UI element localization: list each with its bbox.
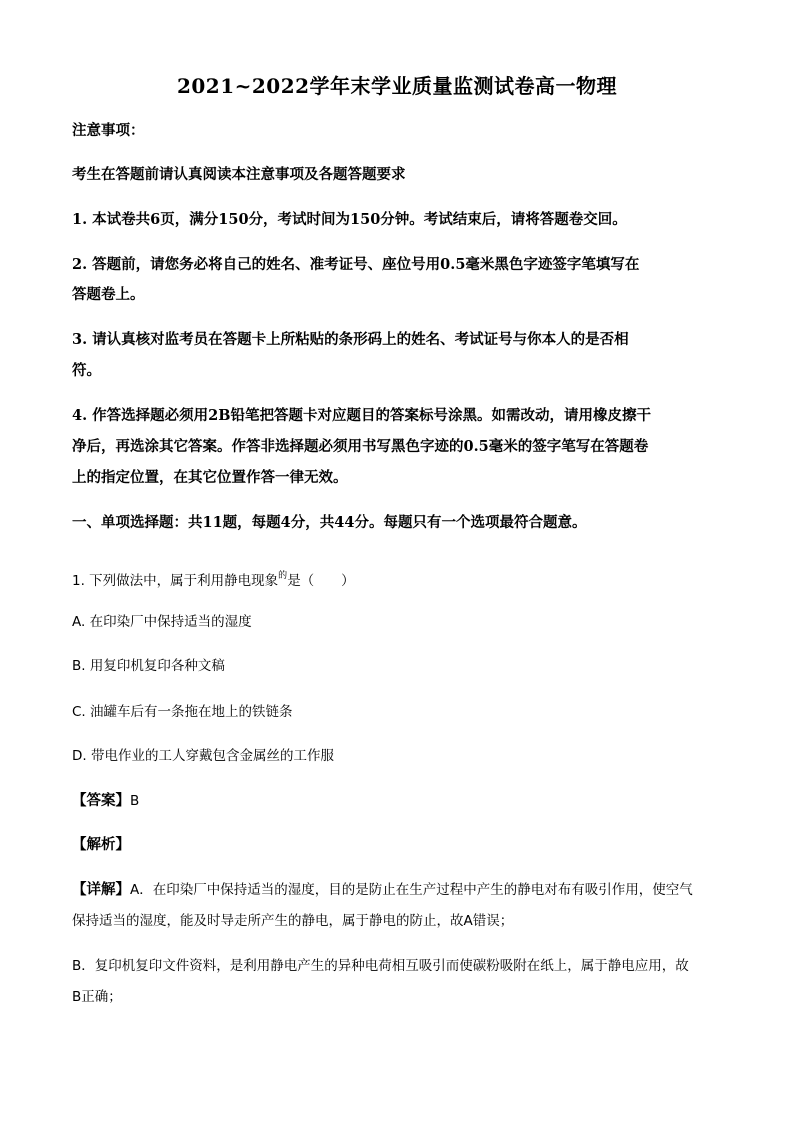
- answer-line: [72, 786, 722, 816]
- notice-item-4: 4. 作答选择题必须用2B铅笔把答题卡对应题目的答案标号涂黑。如需改动，请用橡皮擦干: [72, 407, 652, 424]
- question-stem-after: 是（ ）: [287, 573, 355, 589]
- notice-intro: 考生在答题前请认真阅读本注意事项及各题答题要求: [72, 166, 406, 183]
- question-stem-sup: 的: [278, 571, 288, 581]
- analysis-label: 【解析】: [72, 836, 130, 853]
- option-d: D. 带电作业的工人穿戴包含金属丝的工作服: [72, 748, 334, 764]
- detail-line-2: 保持适当的湿度，能及时导走所产生的静电，属于静电的防止，故A错误；: [72, 913, 514, 929]
- notice-item-2-cont: 答题卷上。: [72, 286, 145, 303]
- notice-item-3-cont: 符。: [72, 362, 101, 379]
- notice-item-1: 1. 本试卷共6页，满分150分，考试时间为150分钟。考试结束后，请将答题卷交回。: [72, 211, 627, 228]
- detail-text-1: A．在印染厂中保持适当的湿度，目的是防止在生产过程中产生的静电对布有吸引作用，使空气: [130, 882, 693, 898]
- question-stem-before: 1. 下列做法中，属于利用静电现象: [72, 573, 279, 589]
- detail-line-3: B．复印机复印文件资料，是利用静电产生的异种电荷相互吸引而使碳粉吸附在纸上，属于静电应用，故: [72, 958, 689, 974]
- section-heading: 一、单项选择题：共11题，每题4分，共44分。每题只有一个选项最符合题意。: [72, 514, 587, 531]
- page-title: 2021~2022学年末学业质量监测试卷高一物理: [176, 74, 618, 98]
- notice-item-3: 3. 请认真核对监考员在答题卡上所粘贴的条形码上的姓名、考试证号与你本人的是否相: [72, 331, 629, 348]
- question-stem: [72, 561, 722, 596]
- detail-label: 【详解】: [72, 881, 130, 898]
- notice-item-4-cont-1: 净后，再选涂其它答案。作答非选择题必须用书写黑色字迹的0.5毫米的签字笔写在答题卷: [72, 438, 649, 455]
- notice-heading: 注意事项：: [72, 122, 145, 139]
- option-b: B. 用复印机复印各种文稿: [72, 658, 225, 674]
- detail-line-4: B正确；: [72, 989, 122, 1005]
- answer-label: 【答案】: [72, 792, 130, 809]
- answer-value: B: [130, 793, 140, 809]
- notice-item-4-cont-2: 上的指定位置，在其它位置作答一律无效。: [72, 469, 348, 486]
- option-a: A. 在印染厂中保持适当的湿度: [72, 614, 252, 630]
- notice-item-2: 2. 答题前，请您务必将自己的姓名、准考证号、座位号用0.5毫米黑色字迹签字笔填写在: [72, 256, 640, 273]
- option-c: C. 油罐车后有一条拖在地上的铁链条: [72, 704, 293, 720]
- detail-line-1: [72, 875, 722, 905]
